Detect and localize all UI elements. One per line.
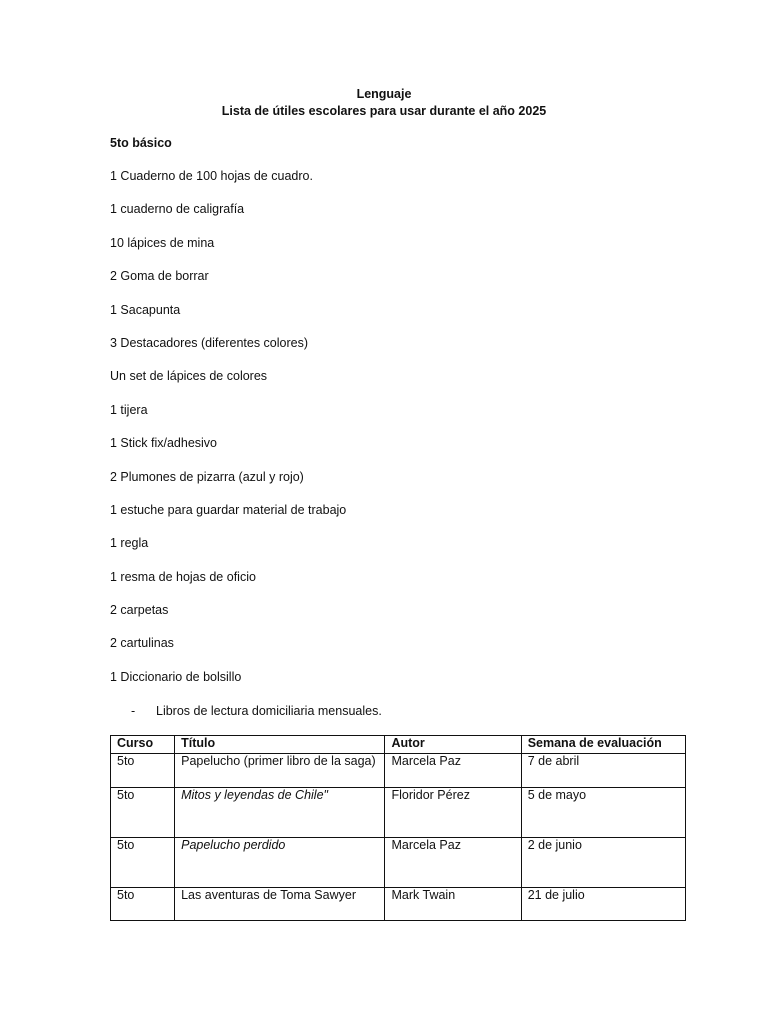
cell-titulo: Papelucho (primer libro de la saga)	[175, 754, 385, 788]
cell-autor: Marcela Paz	[385, 838, 521, 888]
page-title: Lista de útiles escolares para usar durante el año 2025	[221, 104, 547, 118]
list-item: 1 Cuaderno de 100 hojas de cuadro.	[110, 169, 313, 183]
column-header-autor: Autor	[385, 736, 521, 754]
column-header-curso: Curso	[111, 736, 175, 754]
dash-bullet: -	[131, 704, 136, 718]
cell-titulo: Papelucho perdido	[175, 838, 385, 888]
list-item: 2 Plumones de pizarra (azul y rojo)	[110, 469, 304, 484]
cell-autor: Mark Twain	[385, 888, 521, 921]
reading-label: Libros de lectura domiciliaria mensuales.	[156, 704, 382, 718]
list-item: 1 cuaderno de caligrafía	[110, 202, 245, 217]
cell-curso: 5to	[111, 788, 175, 838]
grade-heading: 5to básico	[110, 136, 172, 150]
column-header-titulo: Título	[175, 736, 385, 754]
table-row	[111, 788, 686, 838]
table-row	[111, 838, 686, 888]
list-item: 2 Goma de borrar	[110, 269, 209, 284]
list-item: 2 cartulinas	[110, 636, 174, 651]
list-item: 1 tijera	[110, 402, 148, 417]
table-header-row	[111, 736, 686, 754]
list-item: 1 regla	[110, 536, 149, 551]
column-header-semana: Semana de evaluación	[521, 736, 685, 754]
table-row	[111, 888, 686, 921]
cell-autor: Marcela Paz	[385, 754, 521, 788]
list-item: 1 Stick fix/adhesivo	[110, 436, 217, 451]
supplies-list	[110, 168, 346, 702]
list-item: 2 carpetas	[110, 603, 169, 618]
cell-semana: 21 de julio	[521, 888, 685, 921]
list-item: 1 estuche para guardar material de trabajo	[110, 502, 347, 517]
list-item: 10 lápices de mina	[110, 235, 215, 250]
reading-bullet-item	[131, 703, 382, 719]
list-item: 1 Diccionario de bolsillo	[110, 669, 242, 684]
list-item: 3 Destacadores (diferentes colores)	[110, 335, 309, 350]
list-item: Un set de lápices de colores	[110, 369, 268, 384]
cell-autor: Floridor Pérez	[385, 788, 521, 838]
cell-curso: 5to	[111, 888, 175, 921]
cell-semana: 5 de mayo	[521, 788, 685, 838]
subject-heading: Lenguaje	[356, 87, 412, 101]
cell-semana: 2 de junio	[521, 838, 685, 888]
reading-table	[110, 735, 686, 921]
list-item: 1 resma de hojas de oficio	[110, 569, 256, 584]
cell-curso: 5to	[111, 754, 175, 788]
list-item: 1 Sacapunta	[110, 302, 181, 317]
cell-curso: 5to	[111, 838, 175, 888]
table-row	[111, 754, 686, 788]
cell-semana: 7 de abril	[521, 754, 685, 788]
cell-titulo: Mitos y leyendas de Chile"	[175, 788, 385, 838]
cell-titulo: Las aventuras de Toma Sawyer	[175, 888, 385, 921]
